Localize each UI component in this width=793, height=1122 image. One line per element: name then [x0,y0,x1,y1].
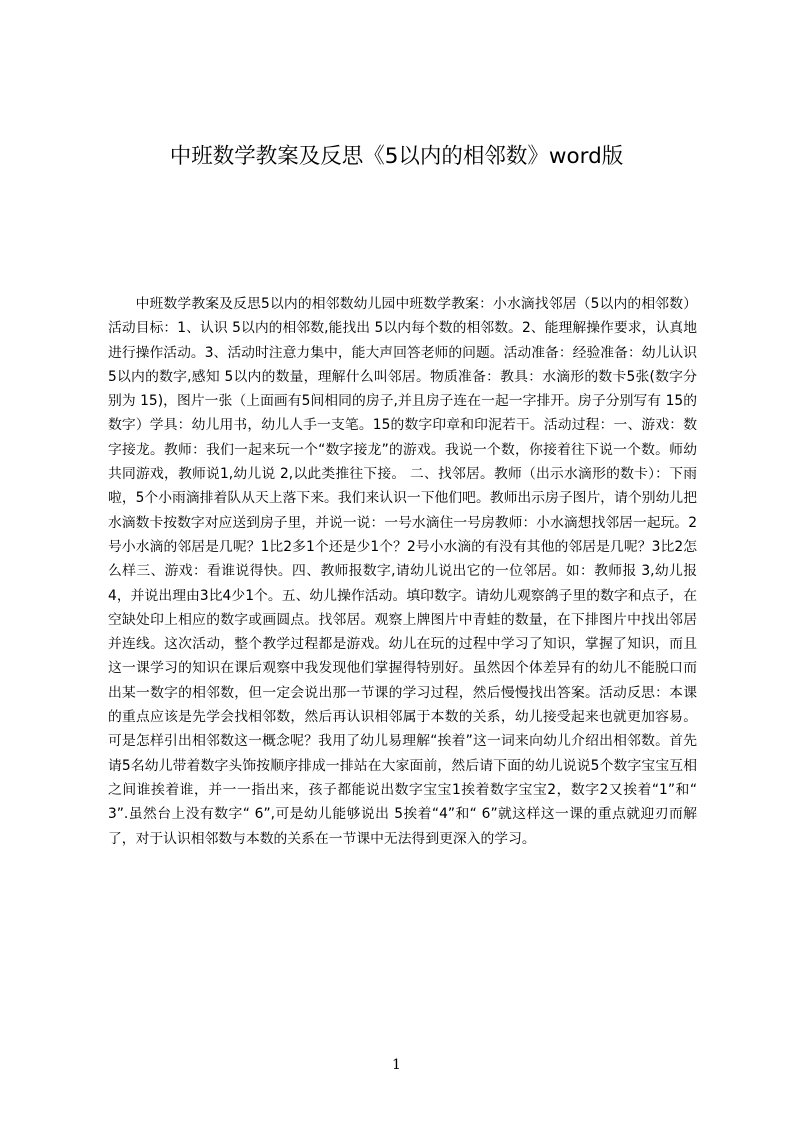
page-number: 1 [392,1057,401,1073]
document-title: 中班数学教案及反思《5以内的相邻数》word版 [169,144,624,169]
document-body-paragraph: 中班数学教案及反思5以内的相邻数幼儿园中班数学教案：小水滴找邻居（5以内的相邻数）活动目标：1、认识 5以内的相邻数,能找出 5以内每个数的相邻数。2、能理解操作要求，认真地进行操作活动。3、活动时注意力集中，能大声回答老师的问题。活动准备：经验准备：幼儿认识5以内的数字,感知 5以内的数量，理解什么叫邻居。物质准备：教具：水滴形的数卡5张(数字分别为 15)，图片一张（上面画有5间相同的房子,并且房子连在一起一字排开。房子分别写有 15的数字）学具：幼儿用书，幼儿人手一支笔。15的数字印章和印泥若干。活动过程：一、游戏：数字接龙。教师：我们一起来玩一个“数字接龙”的游戏。我说一个数，你接着往下说一个数。师幼共同游戏，教师说1,幼儿说 2,以此类推往下接。 二、找邻居。教师（出示水滴形的数卡）：下雨啦，5个小雨滴排着队从天上落下来。我们来认识一下他们吧。教师出示房子图片，请个别幼儿把水滴数卡按数字对应送到房子里，并说一说：一号水滴住一号房教师：小水滴想找邻居一起玩。2号小水滴的邻居是几呢？1比2多1个还是少1个？2号小水滴的有没有其他的邻居是几呢？3比2怎么样三、游戏：看谁说得快。四、教师报数字,请幼儿说出它的一位邻居。如：教师报 3,幼儿报 4，并说出理由3比4少1个。五、幼儿操作活动。填印数字。请幼儿观察鸽子里的数字和点子，在空缺处印上相应的数字或画圆点。找邻居。观察上牌图片中青蛙的数量，在下排图片中找出邻居并连线。这次活动，整个教学过程都是游戏。幼儿在玩的过程中学习了知识，掌握了知识，而且这一课学习的知识在课后观察中我发现他们掌握得特别好。虽然因个体差异有的幼儿不能脱口而出某一数字的相邻数，但一定会说出那一节课的学习过程，然后慢慢找出答案。活动反思：本课的重点应该是先学会找相邻数，然后再认识相邻属于本数的关系，幼儿接受起来也就更加容易。可是怎样引出相邻数这一概念呢？我用了幼儿易理解“挨着”这一词来向幼儿介绍出相邻数。首先请5名幼儿带着数字头饰按顺序排成一排站在大家面前，然后请下面的幼儿说说5个数字宝宝互相之间谁挨着谁，并一一指出来，孩子都能说出数字宝宝1挨着数字宝宝2，数字2又挨着“1”和“ 3”.虽然台上没有数字“ 6”,可是幼儿能够说出 5挨着“4”和“ 6”就这样这一课的重点就迎刃而解了，对于认识相邻数与本数的关系在一节课中无法得到更深入的学习。 [108,296,697,847]
